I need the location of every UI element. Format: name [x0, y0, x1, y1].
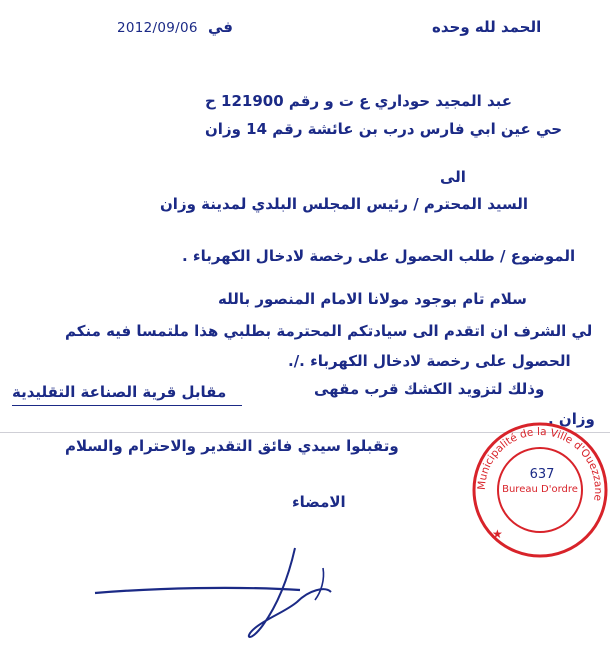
- address-line: حي عين ابي فارس درب بن عائشة رقم 14 وزان: [205, 120, 563, 138]
- date-prefix: في: [208, 18, 233, 36]
- body-line-1: لي الشرف ان اتقدم الى سيادتكم المحترمة بطلبي هذا ملتمسا فيه منكم: [65, 322, 593, 340]
- recipient-line: السيد المحترم / رئيس المجلس البلدي لمدينة وزان: [160, 195, 529, 213]
- body-line-4: وزان .: [548, 410, 595, 428]
- body-line-3-left: مقابل قرية الصناعة التقليدية: [12, 383, 227, 401]
- stamp-star-icon: ★: [492, 527, 503, 541]
- closing-line: وتقبلوا سيدي فائق التقدير والاحترام والسلام: [65, 437, 399, 455]
- to-label: الى: [440, 168, 466, 186]
- header-invocation: الحمد لله وحده: [432, 18, 542, 36]
- body-line-3-right: وذلك لتزويد الكشك قرب مقهى: [314, 380, 545, 398]
- body-line-3-underline: [12, 405, 242, 406]
- signature-label: الامضاء: [292, 493, 346, 511]
- sender-line: عبد المجيد حوداري ع ت و رقم 121900 ح: [205, 92, 512, 110]
- municipal-stamp: [470, 420, 610, 560]
- handwritten-signature: [85, 540, 365, 650]
- greeting-line: سلام تام بوجود مولانا الامام المنصور بالله: [218, 290, 527, 308]
- stamp-ring-text: Municipalité de la Ville d'Ouezzane: [475, 425, 605, 502]
- body-line-2: الحصول على رخصة لادخال الكهرباء ./.: [288, 352, 571, 370]
- subject-line: الموضوع / طلب الحصول على رخصة لادخال الكهرباء .: [182, 247, 576, 265]
- stamp-center-text: Bureau D'ordre: [502, 484, 578, 495]
- date-value: 2012/09/06: [117, 20, 198, 36]
- stamp-number: 637: [529, 467, 555, 482]
